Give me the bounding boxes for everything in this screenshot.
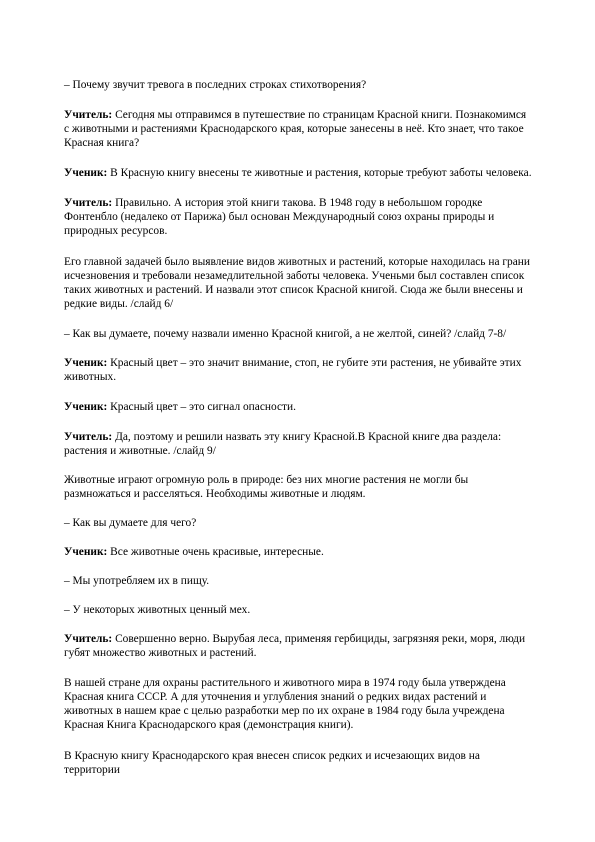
speaker-label: Ученик: [64, 546, 108, 558]
paragraph-text: Правильно. А история этой книги такова. В 1948 году в небольшом городке Фонтенбло (недалеко от Парижа) был основан Международный союз охраны природы и природных ресурсов. [64, 197, 495, 237]
paragraph-answer-food [64, 574, 534, 588]
paragraph-question-what-for [64, 516, 534, 530]
speaker-label: Учитель: [64, 431, 113, 443]
paragraph-red-book-ussr [64, 676, 534, 732]
paragraph-student-answer-2 [64, 356, 534, 384]
paragraph-teacher-history [64, 196, 534, 238]
speaker-label: Учитель: [64, 633, 113, 645]
paragraph-text: В Красную книгу внесены те животные и растения, которые требуют заботы человека. [107, 167, 532, 179]
speaker-label: Ученик: [64, 401, 108, 413]
speaker-label: Учитель: [64, 109, 113, 121]
paragraph-text: – Как вы думаете для чего? [64, 517, 197, 529]
speaker-label: Ученик: [64, 357, 108, 369]
paragraph-teacher-correct [64, 632, 534, 660]
paragraph-main-task [64, 255, 534, 311]
paragraph-question-alarm [64, 78, 534, 92]
paragraph-text: В Красную книгу Краснодарского края внесен список редких и исчезающих видов на территории [64, 750, 480, 776]
paragraph-text: Красный цвет – это значит внимание, стоп, не губите эти растения, не убивайте этих животных. [64, 357, 522, 383]
paragraph-text: Совершенно верно. Вырубая леса, применяя гербициды, загрязняя реки, моря, люди губят множество животных и растений. [64, 633, 526, 659]
speaker-label: Ученик: [64, 167, 108, 179]
paragraph-student-answer-1 [64, 166, 534, 180]
paragraph-krasnodar-list [64, 749, 534, 777]
paragraph-text: – Как вы думаете, почему назвали именно Красной книгой, а не желтой, синей? /слайд 7-8/ [64, 328, 507, 340]
paragraph-text: Красный цвет – это сигнал опасности. [107, 401, 296, 413]
paragraph-student-answer-4 [64, 545, 534, 559]
paragraph-student-answer-3 [64, 400, 534, 414]
paragraph-text: Да, поэтому и решили назвать эту книгу Красной.В Красной книге два раздела: растения и животные. /слайд 9/ [64, 431, 502, 457]
speaker-label: Учитель: [64, 197, 113, 209]
paragraph-text: – Мы употребляем их в пищу. [64, 575, 210, 587]
paragraph-answer-fur [64, 603, 534, 617]
paragraph-teacher-intro [64, 108, 534, 150]
paragraph-text: Животные играют огромную роль в природе: без них многие растения не могли бы размножаться и расселяться. Необходимы животные и людям. [64, 474, 469, 500]
paragraph-animals-role [64, 473, 534, 501]
paragraph-text: Его главной задачей было выявление видов животных и растений, которые находилась на грани исчезновения и требовали незамедлительной заботы человека. Ученьми был составлен список таких животных и растений. И назвали этот список Красной книгой. Сюда же были внесены и редкие виды. /слайд 6/ [64, 256, 530, 310]
paragraph-text: Сегодня мы отправимся в путешествие по страницам Красной книги. Познакомимся с животными и растениями Краснодарского края, которые занесены в неё. Кто знает, что такое Красная книга? [64, 109, 527, 149]
paragraph-teacher-sections [64, 430, 534, 458]
paragraph-text: – У некоторых животных ценный мех. [64, 604, 251, 616]
paragraph-text: Все животные очень красивые, интересные. [107, 546, 324, 558]
paragraph-text: В нашей стране для охраны растительного и животного мира в 1974 году была утверждена Красная книга СССР. А для уточнения и углубления знаний о редких видах растений и животных в нашем крае с целью разработки мер по их охране в 1984 году была учреждена Красная Книга Краснодарского края (демонстрация книги). [64, 677, 506, 731]
paragraph-text: – Почему звучит тревога в последних строках стихотворения? [64, 79, 367, 91]
paragraph-question-why-red [64, 327, 534, 341]
